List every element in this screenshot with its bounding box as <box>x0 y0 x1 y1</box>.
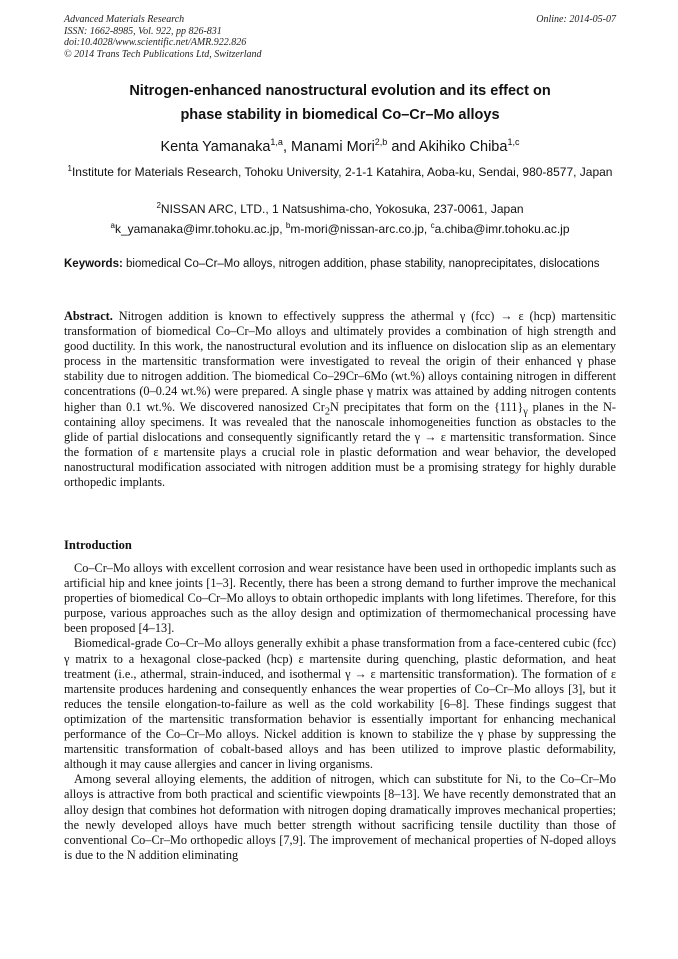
paper-title <box>64 79 616 127</box>
affiliation-1-text: Institute for Materials Research, Tohoku University, 2-1-1 Katahira, Aoba-ku, Sendai, 980-8577, Japan <box>71 165 613 179</box>
intro-paragraph-1: Co–Cr–Mo alloys with excellent corrosion and wear resistance have been used in orthopedic implants such as artificial hip and knee joints [1–3]. Recently, there has been a strong demand to further improve the mechanical properties of biomedical Co–Cr–Mo alloys to obtain orthopedic implants with long lifetimes. Therefore, for this purpose, various approaches such as the alloy design and optimization of thermomechanical processing have been proposed [4–13]. <box>64 561 616 636</box>
affiliation-1 <box>64 164 616 180</box>
email-a-sup: a <box>110 221 115 230</box>
abstract-label: Abstract. <box>64 309 113 323</box>
email-a[interactable]: k_yamanaka@imr.tohoku.ac.jp, <box>114 222 283 236</box>
author-2: Manami Mori <box>291 139 375 155</box>
abstract-text-2: N precipitates that form on the {111} <box>329 399 524 414</box>
email-b[interactable]: m-mori@nissan-arc.co.jp, <box>290 222 428 236</box>
introduction-body <box>64 561 616 863</box>
online-date: Online: 2014-05-07 <box>536 14 616 25</box>
keywords-block <box>64 257 616 272</box>
introduction-heading: Introduction <box>64 538 132 552</box>
affiliation-2-sup: 2 <box>156 201 161 210</box>
author-3-sup: 1,c <box>507 137 520 148</box>
author-and: and <box>391 139 416 155</box>
keywords-label: Keywords: <box>64 258 123 270</box>
affiliation-1-sup: 1 <box>67 164 72 173</box>
author-2-sup: 2,b <box>374 137 388 148</box>
issn-line: ISSN: 1662-8985, Vol. 922, pp 826-831 <box>64 25 222 37</box>
abstract-text-1: Nitrogen addition is known to effectively suppress the athermal γ (fcc) → ε (hcp) martensitic transformation of biomedical Co–Cr–Mo alloys and ultimately provides a combination of high strength and good ductility. In this work, the nanostructural evolution and its influence on dislocation slip as an elementary process in the martensitic transformation were investigated to reveal the origin of their enhanced γ phase stability due to nitrogen addition. The biomedical Co–29Cr–6Mo (wt.%) alloys containing nitrogen in different concentrations (0–0.24 wt.%) were prepared. A single phase γ matrix was attained by adding nitrogen contents higher than 0.1 wt.%. We discovered nanosized Cr <box>64 309 616 414</box>
author-3: Akihiko Chiba <box>418 139 508 155</box>
email-c[interactable]: a.chiba@imr.tohoku.ac.jp <box>434 222 570 236</box>
email-line <box>64 221 616 237</box>
journal-header <box>64 14 616 60</box>
abstract-sub-gamma: γ <box>523 406 528 418</box>
abstract-text-3: planes in the N-containing alloy specimens. It was revealed that the nanoscale inhomogeneities function as obstacles to the glide of partial dislocations and consequently significantly retard the γ → ε martensitic transformation. Since the formation of ε martensite plays a crucial role in plastic deformation and wear behavior, the developed nanostructural modification associated with nitrogen addition must be a promising strategy for highly durable orthopedic implants. <box>64 399 616 490</box>
author-1: Kenta Yamanaka <box>160 139 271 155</box>
affiliation-2-text: NISSAN ARC, LTD., 1 Natsushima-cho, Yokosuka, 237-0061, Japan <box>160 202 524 216</box>
intro-paragraph-2: Biomedical-grade Co–Cr–Mo alloys generally exhibit a phase transformation from a face-centered cubic (fcc) γ matrix to a hexagonal close-packed (hcp) ε martensite during quenching, plastic deformation, and heat treatment (i.e., athermal, strain-induced, and isothermal γ → ε martensitic transformation). The formation of ε martensite produces hardening and consequently enhances the wear properties of Co–Cr–Mo alloys [3], but it reduces the tensile elongation-to-failure as well as the cold workability [6–8]. These findings suggest that optimization of the martensitic transformation behavior is essentially important for enhancing mechanical performance of the Co–Cr–Mo alloys. Nickel addition is known to stabilize the γ phase by suppressing the martensitic transformation of cobalt-based alloys and has been utilized to improve plastic deformability, although it may cause allergies and cancer in living organisms. <box>64 636 616 772</box>
keywords-text: biomedical Co–Cr–Mo alloys, nitrogen addition, phase stability, nanoprecipitates, dislocations <box>126 258 600 270</box>
abstract-block <box>64 309 616 490</box>
journal-name: Advanced Materials Research <box>64 14 185 25</box>
copyright-line: © 2014 Trans Tech Publications Ltd, Switzerland <box>64 48 262 60</box>
email-c-sup: c <box>430 221 435 230</box>
title-line-2: phase stability in biomedical Co–Cr–Mo alloys <box>180 107 500 123</box>
title-line-1: Nitrogen-enhanced nanostructural evolution and its effect on <box>129 83 551 99</box>
author-1-sup: 1,a <box>270 137 283 148</box>
intro-paragraph-3: Among several alloying elements, the addition of nitrogen, which can substitute for Ni, to the Co–Cr–Mo alloys is attractive from both practical and scientific viewpoints [8–13]. We have recently demonstrated that an alloy design that combines hot deformation with nitrogen doping dramatically improves mechanical properties; the newly developed alloys have much better strength without sacrificing tensile ductility than those of conventional Co–Cr–Mo orthopedic alloys [7,9]. The improvement of mechanical properties of N-doped alloys is due to the N addition eliminating <box>64 772 616 862</box>
author-list: Kenta Yamanaka$^{1,a}$, Manami Mori$^{2,b}$ and Akihiko Chiba$^{1,c}$ <box>160 137 520 155</box>
email-b-sup: b <box>285 221 291 230</box>
abstract-sub-2: 2 <box>324 406 330 418</box>
affiliation-2 <box>64 201 616 217</box>
doi-line: doi:10.4028/www.scientific.net/AMR.922.826 <box>64 37 247 48</box>
